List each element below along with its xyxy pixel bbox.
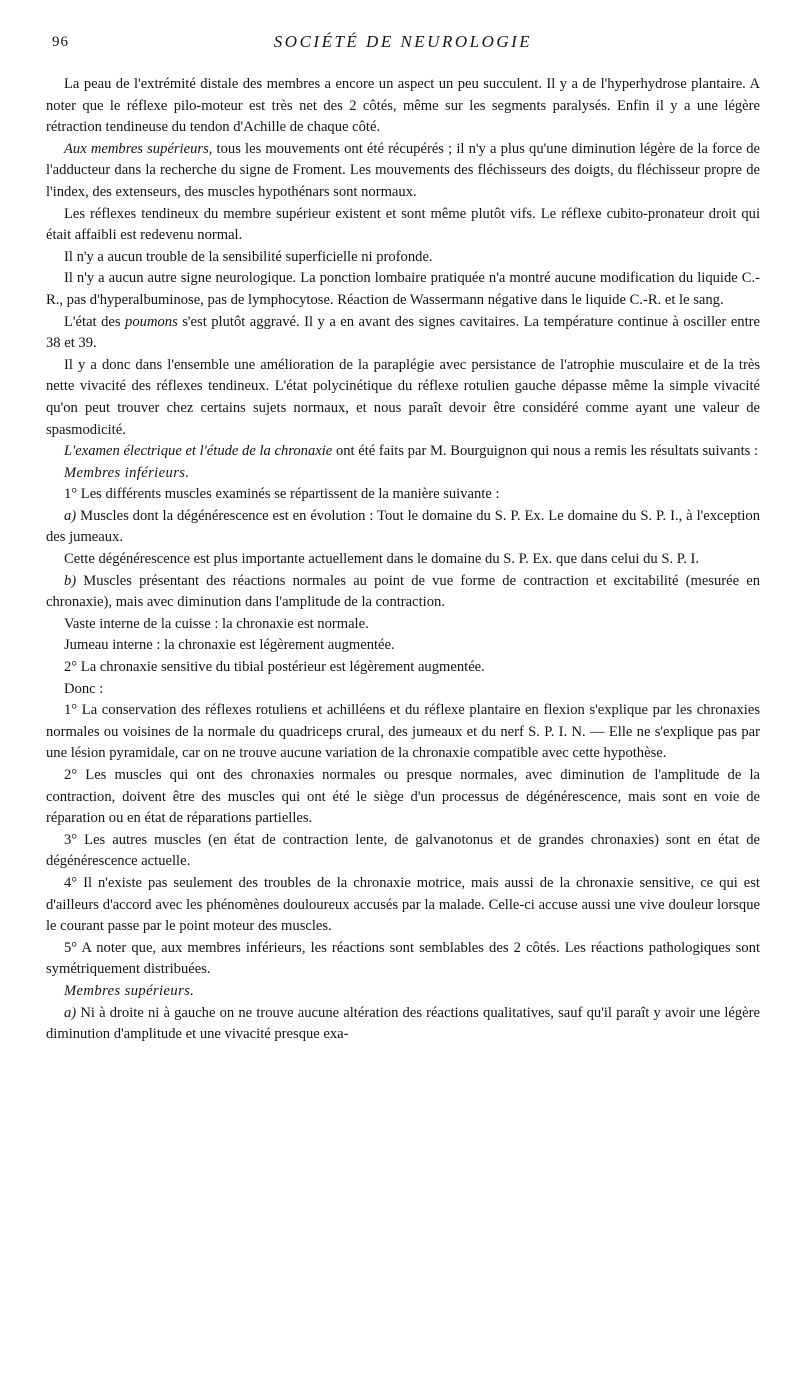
body-paragraph — [46, 484, 760, 506]
body-paragraph — [46, 74, 760, 139]
paragraph-text: tous les mouvements ont été récupérés ; il n'y a plus qu'une diminution légère de la force de l'adducteur dans la recherche du signe de Froment. Les mouvements des fléchisseurs des doigts, du fléchisseur propre de l'index, des extenseurs, des muscles hypothénars sont normaux. — [46, 140, 760, 200]
italic-lead: a) — [64, 507, 77, 524]
section-heading: Membres inférieurs. — [64, 464, 190, 481]
body-paragraph — [46, 506, 760, 549]
body-paragraph — [46, 830, 760, 873]
page-header — [46, 30, 760, 54]
body-paragraph — [46, 614, 760, 636]
paragraph-text: Il n'y a aucun trouble de la sensibilité superficielle ni profonde. — [64, 248, 433, 265]
running-title: SOCIÉTÉ DE NEUROLOGIE — [273, 32, 533, 51]
italic-lead: a) — [64, 1004, 77, 1021]
body-paragraph — [46, 679, 760, 701]
body-paragraph — [46, 635, 760, 657]
body-paragraph — [46, 139, 760, 204]
paragraph-text: Donc : — [64, 680, 104, 697]
paragraph-text: Cette dégénérescence est plus importante actuellement dans le domaine du S. P. Ex. que dans celui du S. P. I. — [64, 551, 700, 568]
paragraph-text: La peau de l'extrémité distale des membres a encore un aspect un peu succulent. Il y a de l'hyperhydrose plantaire. A noter que le réflexe pilo-moteur est très net des 2 côtés, même sur les segments paralysés. Enfin il y a une légère rétraction tendineuse du tendon d'Achille de chaque côté. — [46, 76, 760, 136]
paragraph-text: 2° La chronaxie sensitive du tibial postérieur est légèrement augmentée. — [64, 659, 485, 676]
body-paragraph — [46, 204, 760, 247]
paragraph-text: Muscles dont la dégénérescence est en évolution : Tout le domaine du S. P. Ex. Le domaine du S. P. I., à l'exception des jumeaux. — [46, 507, 760, 546]
body-paragraph — [46, 765, 760, 830]
paragraph-text: 5° A noter que, aux membres inférieurs, les réactions sont semblables des 2 côtés. Les réactions pathologiques sont symétriquement distribuées. — [46, 939, 760, 978]
paragraph-text: Il n'y a aucun autre signe neurologique. La ponction lombaire pratiquée n'a montré aucune modification du liquide C.-R., pas d'hyperalbuminose, pas de lymphocytose. Réaction de Wassermann négative dans le liquide C.-R. et le sang. — [46, 270, 760, 308]
paragraph-text: ont été faits par M. Bourguignon qui nous a remis les résultats suivants : — [332, 443, 759, 460]
paragraph-text: Ni à droite ni à gauche on ne trouve aucune altération des réactions qualitatives, sauf qu'il paraît y avoir une légère diminution d'amplitude et une vivacité presque exa- — [46, 1004, 760, 1043]
paragraph-text: 4° Il n'existe pas seulement des troubles de la chronaxie motrice, mais aussi de la chronaxie sensitive, ce qui est d'ailleurs d'accord avec les phénomènes douloureux accusés par la malade. Celle-ci accuse aussi une vive douleur lorsque le courant passe par le point moteur des muscles. — [46, 874, 760, 935]
body-paragraph — [46, 441, 760, 463]
paragraph-text: Vaste interne de la cuisse : la chronaxie est normale. — [64, 615, 369, 632]
body-paragraph — [46, 247, 760, 269]
paragraph-text: 3° Les autres muscles (en état de contraction lente, de galvanotonus et de grandes chronaxies) sont en état de dégénérescence actuelle. — [46, 831, 760, 870]
page-number: 96 — [52, 34, 69, 50]
body-paragraph — [46, 657, 760, 679]
italic-term: poumons — [125, 313, 178, 330]
paragraph-text: Les réflexes tendineux du membre supérieur existent et sont même plutôt vifs. Le réflexe cubito-pronateur droit qui était affaibli est redevenu normal. — [46, 205, 760, 244]
section-heading: Membres supérieurs. — [64, 982, 195, 999]
paragraph-text: Muscles présentant des réactions normales au point de vue forme de contraction et excitabilité (mesurée en chronaxie), mais avec diminution dans l'amplitude de la contraction. — [46, 572, 760, 611]
paragraph-text: 1° La conservation des réflexes rotuliens et achilléens et du réflexe plantaire en flexion s'explique par les chronaxies normales ou voisines de la normale du quadriceps crural, des jumeaux et du nerf S. P. I. N. — Elle ne s'explique pas par une lésion pyramidale, car on ne trouve aucune variation de la chronaxie compatible avec cette hypothèse. — [46, 702, 760, 762]
body-paragraph — [46, 268, 760, 311]
body-paragraph — [46, 700, 760, 765]
body-paragraph — [46, 312, 760, 355]
paragraph-text: 2° Les muscles qui ont des chronaxies normales ou presque normales, avec diminution de l'amplitude de la contraction, doivent être des muscles qui ont été le siège d'un processus de dégénérescence, mais sont en voie de réparation ou en état de réparations partielles. — [46, 767, 760, 827]
body-paragraph — [46, 938, 760, 981]
body-paragraph — [46, 873, 760, 938]
body-paragraph — [46, 549, 760, 571]
italic-lead: b) — [64, 572, 77, 589]
paragraph-text: s'est plutôt aggravé. Il y a en avant des signes cavitaires. La température continue à osciller entre 38 et 39. — [46, 313, 760, 352]
body-paragraph — [46, 571, 760, 614]
italic-lead: L'examen électrique et l'étude de la chronaxie — [64, 443, 333, 460]
italic-lead: Aux membres supérieurs, — [64, 140, 213, 157]
body-paragraph — [46, 355, 760, 441]
document-body — [46, 74, 760, 1046]
body-paragraph — [46, 1003, 760, 1046]
paragraph-text: Jumeau interne : la chronaxie est légèrement augmentée. — [64, 637, 395, 654]
paragraph-text: Il y a donc dans l'ensemble une amélioration de la paraplégie avec persistance de l'atrophie musculaire et de la très nette vivacité des réflexes tendineux. L'état polycinétique du réflexe rotulien gauche dépasse même la simple vivacité qu'on peut trouver chez certains sujets normaux, et nous paraît devoir être considéré comme ayant une valeur de spasmodicité. — [46, 356, 760, 438]
paragraph-text: 1° Les différents muscles examinés se répartissent de la manière suivante : — [64, 486, 500, 503]
paragraph-text: L'état des — [64, 313, 126, 330]
